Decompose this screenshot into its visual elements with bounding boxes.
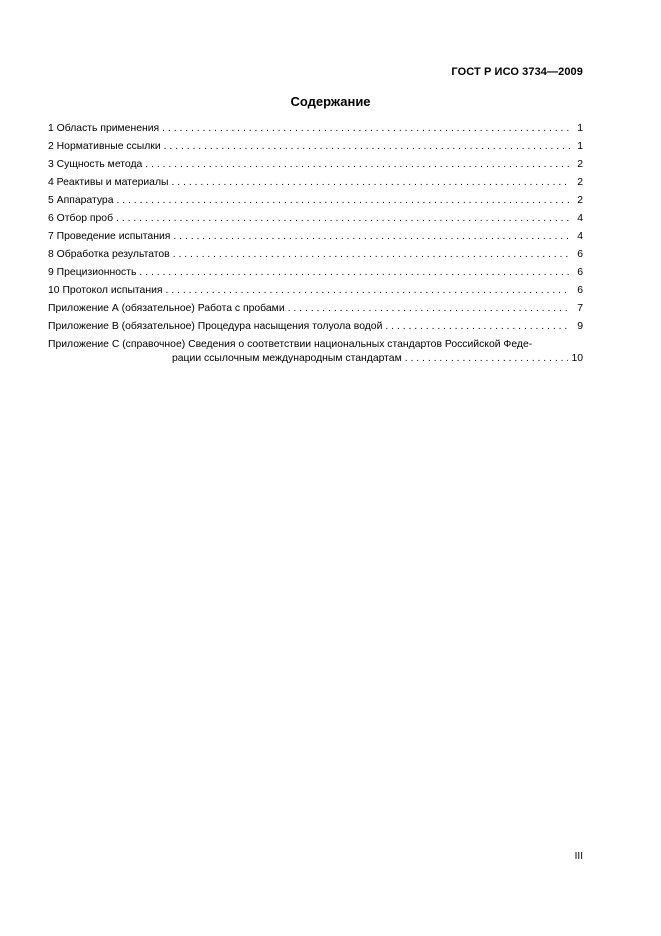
toc-item-test-report[interactable] (48, 284, 583, 302)
dot-leader (116, 194, 570, 207)
toc-item-page: 9 (577, 321, 583, 332)
toc-item-appendix-c[interactable] (48, 338, 583, 352)
toc-item-label: 9 Прецизионность (48, 267, 137, 278)
toc-item-page: 4 (577, 231, 583, 242)
toc-item-label: 5 Аппаратура (48, 195, 114, 206)
dot-leader (405, 352, 569, 365)
toc-item-label: 1 Область применения (48, 123, 160, 134)
toc-title: Содержание (290, 94, 371, 109)
toc-item-apparatus[interactable] (48, 194, 583, 212)
dot-leader (288, 302, 570, 315)
toc-item-results[interactable] (48, 248, 583, 266)
toc-item-label: 4 Реактивы и материалы (48, 177, 169, 188)
toc-item-label: 8 Обработка результатов (48, 249, 170, 260)
toc-item-scope[interactable] (48, 122, 583, 140)
toc-item-page: 4 (577, 213, 583, 224)
toc-item-label: 3 Сущность метода (48, 159, 143, 170)
dot-leader (166, 284, 570, 297)
dot-leader (173, 248, 570, 261)
toc-item-label: рации ссылочным международным стандартам (172, 353, 402, 364)
toc-item-page: 7 (577, 303, 583, 314)
toc-item-reagents[interactable] (48, 176, 583, 194)
dot-leader (162, 122, 570, 135)
toc-item-label: Приложение С (справочное) Сведения о соответствии национальных стандартов Российской Феде- (48, 339, 533, 350)
toc-item-appendix-b[interactable] (48, 320, 583, 338)
dot-leader (173, 230, 570, 243)
dot-leader (116, 212, 570, 225)
toc-item-page: 6 (577, 249, 583, 260)
toc-item-procedure[interactable] (48, 230, 583, 248)
toc-item-page: 10 (571, 353, 583, 364)
table-of-contents (48, 122, 583, 370)
dot-leader (164, 140, 570, 153)
toc-item-appendix-a[interactable] (48, 302, 583, 320)
toc-item-appendix-c-continuation[interactable] (48, 352, 583, 370)
toc-item-page: 6 (577, 267, 583, 278)
dot-leader (385, 320, 570, 333)
toc-item-label: 10 Протокол испытания (48, 285, 163, 296)
toc-item-label: 7 Проведение испытания (48, 231, 171, 242)
toc-item-label: Приложение В (обязательное) Процедура насыщения толуола водой (48, 321, 383, 332)
toc-item-page: 2 (577, 195, 583, 206)
dot-leader (172, 176, 571, 189)
toc-item-sampling[interactable] (48, 212, 583, 230)
dot-leader (145, 158, 570, 171)
toc-item-precision[interactable] (48, 266, 583, 284)
dot-leader (139, 266, 570, 279)
toc-item-page: 2 (577, 177, 583, 188)
toc-item-label: Приложение А (обязательное) Работа с пробами (48, 303, 285, 314)
toc-item-label: 6 Отбор проб (48, 213, 114, 224)
toc-item-page: 2 (577, 159, 583, 170)
toc-item-principle[interactable] (48, 158, 583, 176)
toc-item-page: 6 (577, 285, 583, 296)
toc-item-page: 1 (577, 141, 583, 152)
toc-item-normative-references[interactable] (48, 140, 583, 158)
document-designation: ГОСТ Р ИСО 3734—2009 (451, 66, 583, 78)
page-number: III (574, 851, 583, 862)
toc-item-page: 1 (577, 123, 583, 134)
toc-item-label: 2 Нормативные ссылки (48, 141, 161, 152)
